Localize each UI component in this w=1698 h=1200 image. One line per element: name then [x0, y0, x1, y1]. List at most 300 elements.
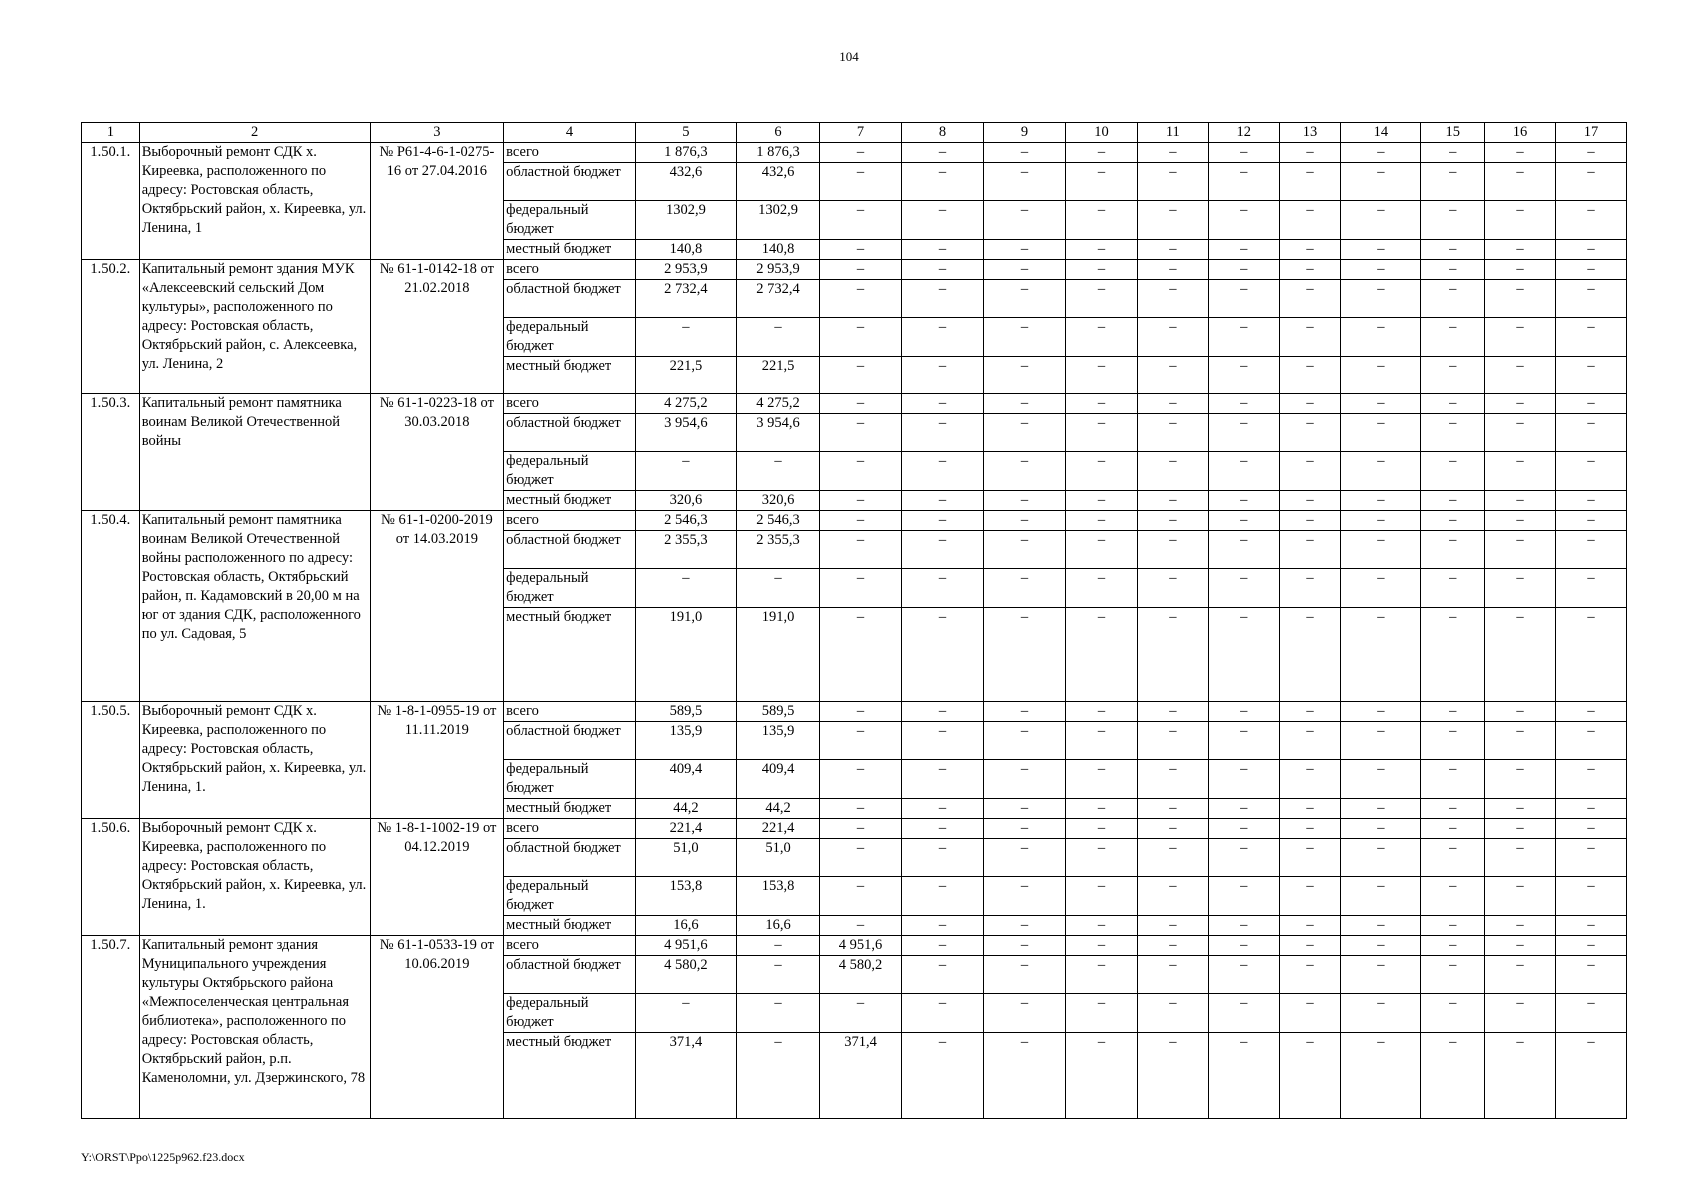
value-c17: –: [1555, 511, 1626, 531]
value-c10: –: [1066, 452, 1138, 491]
value-c15: –: [1421, 994, 1485, 1033]
value-c16: –: [1485, 956, 1556, 994]
value-c9: –: [984, 916, 1066, 936]
value-c7: 4 951,6: [820, 936, 902, 956]
value-c8: –: [902, 760, 984, 799]
value-c7: –: [820, 240, 902, 260]
value-c8: –: [902, 318, 984, 357]
value-c15: –: [1421, 394, 1485, 414]
funding-source: всего: [504, 394, 636, 414]
value-c6: 4 275,2: [737, 394, 820, 414]
value-c12: –: [1208, 936, 1279, 956]
value-c12: –: [1208, 608, 1279, 702]
value-c7: –: [820, 318, 902, 357]
value-c6: 221,4: [737, 819, 820, 839]
column-number: 2: [139, 123, 370, 143]
value-c16: –: [1485, 936, 1556, 956]
value-c13: –: [1279, 201, 1341, 240]
value-c13: –: [1279, 511, 1341, 531]
value-c9: –: [984, 414, 1066, 452]
value-c12: –: [1208, 569, 1279, 608]
value-c9: –: [984, 994, 1066, 1033]
column-number: 9: [984, 123, 1066, 143]
funding-source: местный бюджет: [504, 240, 636, 260]
value-c12: –: [1208, 819, 1279, 839]
column-number: 4: [504, 123, 636, 143]
value-c8: –: [902, 839, 984, 877]
value-c5: 16,6: [635, 916, 736, 936]
value-c17: –: [1555, 240, 1626, 260]
value-c11: –: [1137, 1033, 1208, 1119]
value-c5: 140,8: [635, 240, 736, 260]
value-c7: –: [820, 839, 902, 877]
value-c17: –: [1555, 936, 1626, 956]
value-c7: –: [820, 357, 902, 394]
value-c7: –: [820, 799, 902, 819]
value-c11: –: [1137, 143, 1208, 163]
table-row: [82, 819, 1627, 839]
value-c17: –: [1555, 702, 1626, 722]
funding-source: федеральный бюджет: [504, 318, 636, 357]
value-c5: –: [635, 994, 736, 1033]
budget-table: [81, 122, 1627, 1119]
item-number: 1.50.6.: [82, 819, 140, 936]
value-c9: –: [984, 143, 1066, 163]
value-c17: –: [1555, 414, 1626, 452]
funding-source: всего: [504, 260, 636, 280]
value-c17: –: [1555, 569, 1626, 608]
value-c10: –: [1066, 839, 1138, 877]
value-c13: –: [1279, 877, 1341, 916]
value-c8: –: [902, 608, 984, 702]
column-number: 5: [635, 123, 736, 143]
value-c17: –: [1555, 201, 1626, 240]
value-c13: –: [1279, 491, 1341, 511]
value-c9: –: [984, 569, 1066, 608]
value-c13: –: [1279, 163, 1341, 201]
value-c11: –: [1137, 839, 1208, 877]
value-c13: –: [1279, 702, 1341, 722]
value-c5: 4 951,6: [635, 936, 736, 956]
value-c6: 16,6: [737, 916, 820, 936]
value-c10: –: [1066, 994, 1138, 1033]
value-c15: –: [1421, 491, 1485, 511]
value-c8: –: [902, 936, 984, 956]
value-c5: 221,4: [635, 819, 736, 839]
value-c10: –: [1066, 877, 1138, 916]
value-c11: –: [1137, 722, 1208, 760]
value-c5: 4 580,2: [635, 956, 736, 994]
value-c12: –: [1208, 1033, 1279, 1119]
column-number: 7: [820, 123, 902, 143]
value-c10: –: [1066, 531, 1138, 569]
value-c8: –: [902, 569, 984, 608]
item-name: Выборочный ремонт СДК х. Киреевка, расположенного по адресу: Ростовская область, Октябрьский район, х. Киреевка, ул. Ленина, 1.: [139, 702, 370, 819]
column-number: 12: [1208, 123, 1279, 143]
funding-source: местный бюджет: [504, 1033, 636, 1119]
value-c10: –: [1066, 201, 1138, 240]
value-c7: –: [820, 394, 902, 414]
value-c6: 2 546,3: [737, 511, 820, 531]
value-c12: –: [1208, 722, 1279, 760]
value-c5: 432,6: [635, 163, 736, 201]
funding-source: областной бюджет: [504, 163, 636, 201]
item-name: Капитальный ремонт здания Муниципального учреждения культуры Октябрьского района «Межпоселенческая центральная библиотека», расположенного по адресу: Ростовская область, Октябрьский район, р.п. Каменоломни, ул. Дзержинского, 78: [139, 936, 370, 1119]
value-c10: –: [1066, 394, 1138, 414]
expertise-document: № 61-1-0223-18 от 30.03.2018: [370, 394, 504, 511]
value-c5: 135,9: [635, 722, 736, 760]
value-c9: –: [984, 260, 1066, 280]
value-c11: –: [1137, 491, 1208, 511]
value-c16: –: [1485, 799, 1556, 819]
value-c14: –: [1341, 394, 1421, 414]
value-c13: –: [1279, 916, 1341, 936]
value-c17: –: [1555, 839, 1626, 877]
value-c14: –: [1341, 260, 1421, 280]
value-c7: 4 580,2: [820, 956, 902, 994]
value-c7: –: [820, 531, 902, 569]
value-c14: –: [1341, 936, 1421, 956]
value-c11: –: [1137, 511, 1208, 531]
value-c16: –: [1485, 722, 1556, 760]
value-c17: –: [1555, 280, 1626, 318]
value-c14: –: [1341, 511, 1421, 531]
value-c14: –: [1341, 414, 1421, 452]
funding-source: федеральный бюджет: [504, 201, 636, 240]
value-c16: –: [1485, 280, 1556, 318]
value-c8: –: [902, 1033, 984, 1119]
value-c15: –: [1421, 722, 1485, 760]
value-c8: –: [902, 702, 984, 722]
value-c16: –: [1485, 394, 1556, 414]
value-c11: –: [1137, 994, 1208, 1033]
funding-source: местный бюджет: [504, 608, 636, 702]
value-c9: –: [984, 318, 1066, 357]
value-c12: –: [1208, 760, 1279, 799]
value-c6: 1 876,3: [737, 143, 820, 163]
value-c15: –: [1421, 280, 1485, 318]
value-c16: –: [1485, 240, 1556, 260]
funding-source: всего: [504, 511, 636, 531]
value-c7: –: [820, 608, 902, 702]
value-c11: –: [1137, 260, 1208, 280]
value-c13: –: [1279, 956, 1341, 994]
value-c9: –: [984, 531, 1066, 569]
funding-source: областной бюджет: [504, 956, 636, 994]
column-number: 14: [1341, 123, 1421, 143]
value-c5: 221,5: [635, 357, 736, 394]
value-c12: –: [1208, 839, 1279, 877]
value-c17: –: [1555, 994, 1626, 1033]
value-c7: –: [820, 722, 902, 760]
value-c13: –: [1279, 452, 1341, 491]
value-c5: 1 876,3: [635, 143, 736, 163]
value-c16: –: [1485, 201, 1556, 240]
value-c6: –: [737, 318, 820, 357]
value-c6: 221,5: [737, 357, 820, 394]
value-c11: –: [1137, 163, 1208, 201]
value-c9: –: [984, 280, 1066, 318]
value-c12: –: [1208, 877, 1279, 916]
value-c16: –: [1485, 839, 1556, 877]
funding-source: областной бюджет: [504, 414, 636, 452]
value-c16: –: [1485, 260, 1556, 280]
value-c8: –: [902, 143, 984, 163]
value-c11: –: [1137, 956, 1208, 994]
value-c5: 320,6: [635, 491, 736, 511]
item-number: 1.50.2.: [82, 260, 140, 394]
value-c14: –: [1341, 240, 1421, 260]
value-c10: –: [1066, 760, 1138, 799]
value-c6: 2 355,3: [737, 531, 820, 569]
value-c11: –: [1137, 531, 1208, 569]
value-c17: –: [1555, 819, 1626, 839]
value-c16: –: [1485, 702, 1556, 722]
value-c7: –: [820, 511, 902, 531]
value-c7: 371,4: [820, 1033, 902, 1119]
table-row: [82, 702, 1627, 722]
item-name: Выборочный ремонт СДК х. Киреевка, расположенного по адресу: Ростовская область, Октябрьский район, х. Киреевка, ул. Ленина, 1.: [139, 819, 370, 936]
value-c9: –: [984, 956, 1066, 994]
value-c11: –: [1137, 394, 1208, 414]
value-c14: –: [1341, 318, 1421, 357]
value-c9: –: [984, 760, 1066, 799]
value-c14: –: [1341, 799, 1421, 819]
value-c10: –: [1066, 956, 1138, 994]
column-number: 8: [902, 123, 984, 143]
funding-source: всего: [504, 819, 636, 839]
value-c11: –: [1137, 799, 1208, 819]
value-c9: –: [984, 702, 1066, 722]
value-c5: 589,5: [635, 702, 736, 722]
value-c10: –: [1066, 511, 1138, 531]
value-c13: –: [1279, 394, 1341, 414]
expertise-document: № Р61-4-6-1-0275-16 от 27.04.2016: [370, 143, 504, 260]
funding-source: местный бюджет: [504, 799, 636, 819]
value-c6: –: [737, 936, 820, 956]
value-c7: –: [820, 702, 902, 722]
value-c13: –: [1279, 722, 1341, 760]
value-c10: –: [1066, 569, 1138, 608]
value-c16: –: [1485, 414, 1556, 452]
value-c10: –: [1066, 722, 1138, 760]
value-c17: –: [1555, 1033, 1626, 1119]
value-c7: –: [820, 163, 902, 201]
value-c8: –: [902, 452, 984, 491]
value-c15: –: [1421, 799, 1485, 819]
value-c10: –: [1066, 240, 1138, 260]
value-c15: –: [1421, 760, 1485, 799]
value-c8: –: [902, 531, 984, 569]
value-c12: –: [1208, 394, 1279, 414]
value-c13: –: [1279, 936, 1341, 956]
value-c17: –: [1555, 318, 1626, 357]
expertise-document: № 61-1-0533-19 от 10.06.2019: [370, 936, 504, 1119]
value-c16: –: [1485, 531, 1556, 569]
value-c5: 4 275,2: [635, 394, 736, 414]
value-c11: –: [1137, 760, 1208, 799]
value-c15: –: [1421, 511, 1485, 531]
value-c8: –: [902, 722, 984, 760]
value-c6: –: [737, 569, 820, 608]
value-c6: 135,9: [737, 722, 820, 760]
value-c11: –: [1137, 357, 1208, 394]
value-c12: –: [1208, 994, 1279, 1033]
value-c10: –: [1066, 491, 1138, 511]
value-c13: –: [1279, 994, 1341, 1033]
value-c10: –: [1066, 414, 1138, 452]
value-c15: –: [1421, 240, 1485, 260]
value-c13: –: [1279, 799, 1341, 819]
value-c13: –: [1279, 760, 1341, 799]
value-c7: –: [820, 143, 902, 163]
value-c11: –: [1137, 936, 1208, 956]
value-c8: –: [902, 491, 984, 511]
column-number: 6: [737, 123, 820, 143]
value-c7: –: [820, 260, 902, 280]
item-number: 1.50.5.: [82, 702, 140, 819]
value-c8: –: [902, 394, 984, 414]
value-c12: –: [1208, 163, 1279, 201]
value-c16: –: [1485, 994, 1556, 1033]
value-c6: –: [737, 956, 820, 994]
value-c5: 2 953,9: [635, 260, 736, 280]
value-c10: –: [1066, 702, 1138, 722]
value-c14: –: [1341, 702, 1421, 722]
value-c14: –: [1341, 452, 1421, 491]
table-row: [82, 260, 1627, 280]
value-c12: –: [1208, 280, 1279, 318]
expertise-document: № 1-8-1-0955-19 от 11.11.2019: [370, 702, 504, 819]
value-c17: –: [1555, 452, 1626, 491]
value-c10: –: [1066, 143, 1138, 163]
value-c8: –: [902, 994, 984, 1033]
value-c7: –: [820, 877, 902, 916]
value-c15: –: [1421, 608, 1485, 702]
value-c15: –: [1421, 569, 1485, 608]
table-row: [82, 143, 1627, 163]
value-c5: –: [635, 318, 736, 357]
value-c15: –: [1421, 452, 1485, 491]
value-c15: –: [1421, 956, 1485, 994]
value-c8: –: [902, 511, 984, 531]
value-c7: –: [820, 201, 902, 240]
value-c17: –: [1555, 877, 1626, 916]
value-c8: –: [902, 916, 984, 936]
value-c14: –: [1341, 994, 1421, 1033]
funding-source: федеральный бюджет: [504, 569, 636, 608]
value-c6: 140,8: [737, 240, 820, 260]
value-c8: –: [902, 357, 984, 394]
value-c5: 1302,9: [635, 201, 736, 240]
value-c6: 51,0: [737, 839, 820, 877]
page-number: 104: [839, 49, 859, 64]
funding-source: областной бюджет: [504, 722, 636, 760]
value-c9: –: [984, 163, 1066, 201]
value-c12: –: [1208, 452, 1279, 491]
value-c14: –: [1341, 819, 1421, 839]
value-c15: –: [1421, 819, 1485, 839]
value-c8: –: [902, 201, 984, 240]
column-number: 11: [1137, 123, 1208, 143]
value-c9: –: [984, 511, 1066, 531]
funding-source: всего: [504, 936, 636, 956]
value-c11: –: [1137, 240, 1208, 260]
value-c16: –: [1485, 511, 1556, 531]
value-c12: –: [1208, 799, 1279, 819]
value-c6: 2 732,4: [737, 280, 820, 318]
value-c17: –: [1555, 956, 1626, 994]
value-c5: –: [635, 569, 736, 608]
column-number: 3: [370, 123, 504, 143]
value-c10: –: [1066, 163, 1138, 201]
value-c7: –: [820, 819, 902, 839]
value-c5: –: [635, 452, 736, 491]
column-number-row: [82, 123, 1627, 143]
value-c17: –: [1555, 260, 1626, 280]
value-c6: –: [737, 1033, 820, 1119]
value-c7: –: [820, 491, 902, 511]
expertise-document: № 61-1-0142-18 от 21.02.2018: [370, 260, 504, 394]
value-c8: –: [902, 956, 984, 994]
value-c13: –: [1279, 1033, 1341, 1119]
value-c17: –: [1555, 760, 1626, 799]
value-c9: –: [984, 1033, 1066, 1119]
value-c13: –: [1279, 143, 1341, 163]
value-c12: –: [1208, 357, 1279, 394]
value-c11: –: [1137, 702, 1208, 722]
value-c16: –: [1485, 916, 1556, 936]
item-number: 1.50.1.: [82, 143, 140, 260]
value-c17: –: [1555, 722, 1626, 760]
value-c12: –: [1208, 916, 1279, 936]
value-c6: –: [737, 452, 820, 491]
value-c11: –: [1137, 414, 1208, 452]
value-c14: –: [1341, 608, 1421, 702]
item-number: 1.50.4.: [82, 511, 140, 702]
value-c11: –: [1137, 569, 1208, 608]
value-c9: –: [984, 799, 1066, 819]
value-c13: –: [1279, 240, 1341, 260]
value-c12: –: [1208, 143, 1279, 163]
value-c9: –: [984, 722, 1066, 760]
value-c14: –: [1341, 839, 1421, 877]
value-c12: –: [1208, 956, 1279, 994]
value-c8: –: [902, 280, 984, 318]
value-c10: –: [1066, 608, 1138, 702]
value-c9: –: [984, 394, 1066, 414]
table-row: [82, 511, 1627, 531]
value-c14: –: [1341, 143, 1421, 163]
value-c14: –: [1341, 531, 1421, 569]
value-c5: 2 732,4: [635, 280, 736, 318]
value-c7: –: [820, 760, 902, 799]
value-c17: –: [1555, 799, 1626, 819]
value-c12: –: [1208, 531, 1279, 569]
funding-source: федеральный бюджет: [504, 994, 636, 1033]
value-c12: –: [1208, 414, 1279, 452]
value-c12: –: [1208, 491, 1279, 511]
item-name: Капитальный ремонт памятника воинам Великой Отечественной войны расположенного по адресу: Ростовская область, Октябрьский район, п. Кадамовский в 20,00 м на юг от здания СДК, расположенного по ул. Садовая, 5: [139, 511, 370, 702]
value-c17: –: [1555, 916, 1626, 936]
value-c9: –: [984, 608, 1066, 702]
value-c8: –: [902, 877, 984, 916]
value-c11: –: [1137, 452, 1208, 491]
table-row: [82, 936, 1627, 956]
value-c7: –: [820, 280, 902, 318]
value-c6: –: [737, 994, 820, 1033]
value-c8: –: [902, 260, 984, 280]
